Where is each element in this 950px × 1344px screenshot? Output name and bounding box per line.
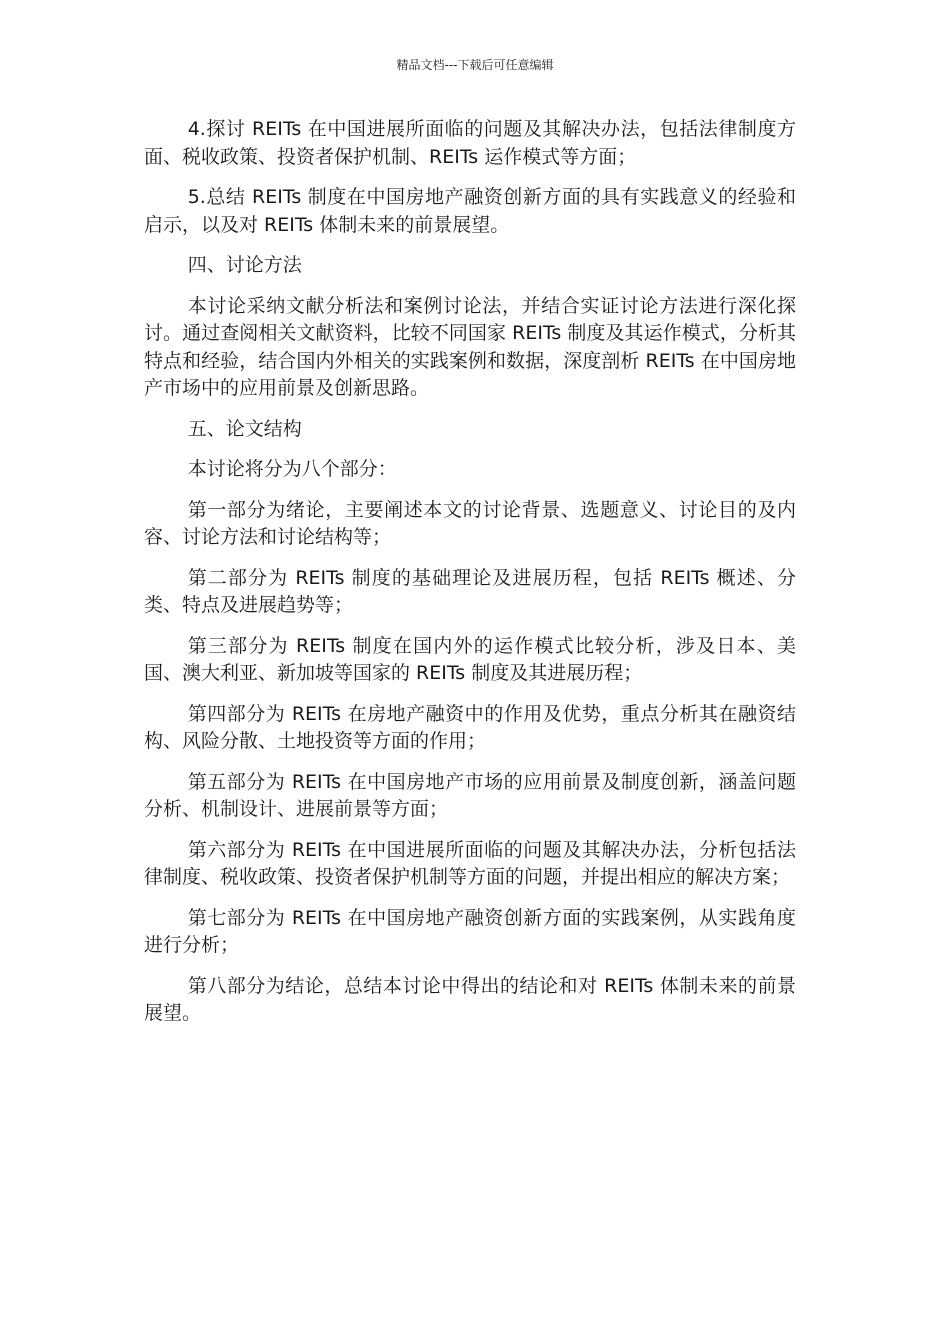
paragraph-part-7: 第七部分为 REITs 在中国房地产融资创新方面的实践案例，从实践角度进行分析； <box>144 906 796 956</box>
paragraph-part-5: 第五部分为 REITs 在中国房地产市场的应用前景及制度创新，涵盖问题分析、机制设计、进展前景等方面； <box>144 770 796 820</box>
section-heading-methods: 四、讨论方法 <box>187 254 302 276</box>
document-body <box>144 116 796 1041</box>
paragraph-methods: 本讨论采纳文献分析法和案例讨论法，并结合实证讨论方法进行深化探讨。通过查阅相关文献资料，比较不同国家 REITs 制度及其运作模式，分析其特点和经验，结合国内外相关的实践案例和数据，深度剖析 REITs 在中国房地产市场中的应用前景及创新思路。 <box>144 294 796 399</box>
page-header: 精品文档---下载后可任意编辑 <box>396 58 554 72</box>
paragraph-structure-intro: 本讨论将分为八个部分： <box>187 458 397 480</box>
paragraph-part-2: 第二部分为 REITs 制度的基础理论及进展历程，包括 REITs 概述、分类、特点及进展趋势等； <box>144 566 796 616</box>
paragraph-part-1: 第一部分为绪论，主要阐述本文的讨论背景、选题意义、讨论目的及内容、讨论方法和讨论结构等； <box>144 498 796 548</box>
paragraph-objective-5: 5.总结 REITs 制度在中国房地产融资创新方面的具有实践意义的经验和启示，以及对 REITs 体制未来的前景展望。 <box>144 186 796 236</box>
section-heading-structure: 五、论文结构 <box>187 417 302 440</box>
paragraph-part-3: 第三部分为 REITs 制度在国内外的运作模式比较分析，涉及日本、美国、澳大利亚、新加坡等国家的 REITs 制度及其进展历程； <box>144 634 796 684</box>
paragraph-part-8: 第八部分为结论，总结本讨论中得出的结论和对 REITs 体制未来的前景展望。 <box>144 974 796 1024</box>
paragraph-objective-4: 4.探讨 REITs 在中国进展所面临的问题及其解决办法，包括法律制度方面、税收政策、投资者保护机制、REITs 运作模式等方面； <box>144 118 796 168</box>
paragraph-part-6: 第六部分为 REITs 在中国进展所面临的问题及其解决办法，分析包括法律制度、税收政策、投资者保护机制等方面的问题，并提出相应的解决方案； <box>144 838 796 888</box>
paragraph-part-4: 第四部分为 REITs 在房地产融资中的作用及优势，重点分析其在融资结构、风险分散、土地投资等方面的作用； <box>144 702 796 752</box>
